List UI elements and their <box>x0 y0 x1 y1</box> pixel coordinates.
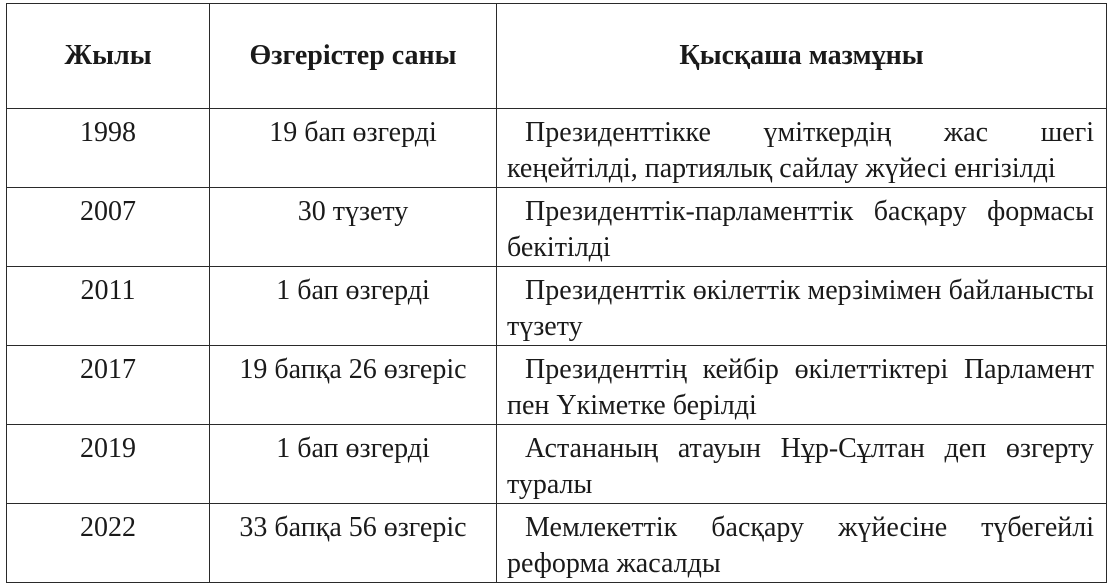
cell-changes: 33 бапқа 56 өзгеріс <box>210 504 497 583</box>
header-year: Жылы <box>7 4 210 109</box>
cell-year: 2017 <box>7 346 210 425</box>
cell-changes: 19 бап өзгерді <box>210 109 497 188</box>
amendments-table <box>6 3 1107 583</box>
cell-changes: 30 түзету <box>210 188 497 267</box>
cell-summary: Астананың атауын Нұр-Сұлтан деп өзгерту туралы <box>497 425 1107 504</box>
table-row <box>7 267 1107 346</box>
cell-summary: Президенттік өкілеттік мерзімімен байланысты түзету <box>497 267 1107 346</box>
cell-summary: Президенттік-парламенттік басқару формасы бекітілді <box>497 188 1107 267</box>
cell-year: 2022 <box>7 504 210 583</box>
header-summary: Қысқаша мазмұны <box>497 4 1107 109</box>
cell-summary: Президенттің кейбір өкілеттіктері Парламент пен Үкіметке берілді <box>497 346 1107 425</box>
cell-summary: Президенттікке үміткердің жас шегі кеңейтілді, партиялық сайлау жүйесі енгізілді <box>497 109 1107 188</box>
table-row <box>7 504 1107 583</box>
table-row <box>7 109 1107 188</box>
table-row <box>7 425 1107 504</box>
cell-summary: Мемлекеттік басқару жүйесіне түбегейлі реформа жасалды <box>497 504 1107 583</box>
cell-year: 2007 <box>7 188 210 267</box>
header-row <box>7 4 1107 109</box>
cell-changes: 1 бап өзгерді <box>210 425 497 504</box>
cell-year: 2019 <box>7 425 210 504</box>
cell-year: 1998 <box>7 109 210 188</box>
cell-changes: 19 бапқа 26 өзгеріс <box>210 346 497 425</box>
cell-year: 2011 <box>7 267 210 346</box>
table-row <box>7 346 1107 425</box>
header-changes: Өзгерістер саны <box>210 4 497 109</box>
table-row <box>7 188 1107 267</box>
cell-changes: 1 бап өзгерді <box>210 267 497 346</box>
